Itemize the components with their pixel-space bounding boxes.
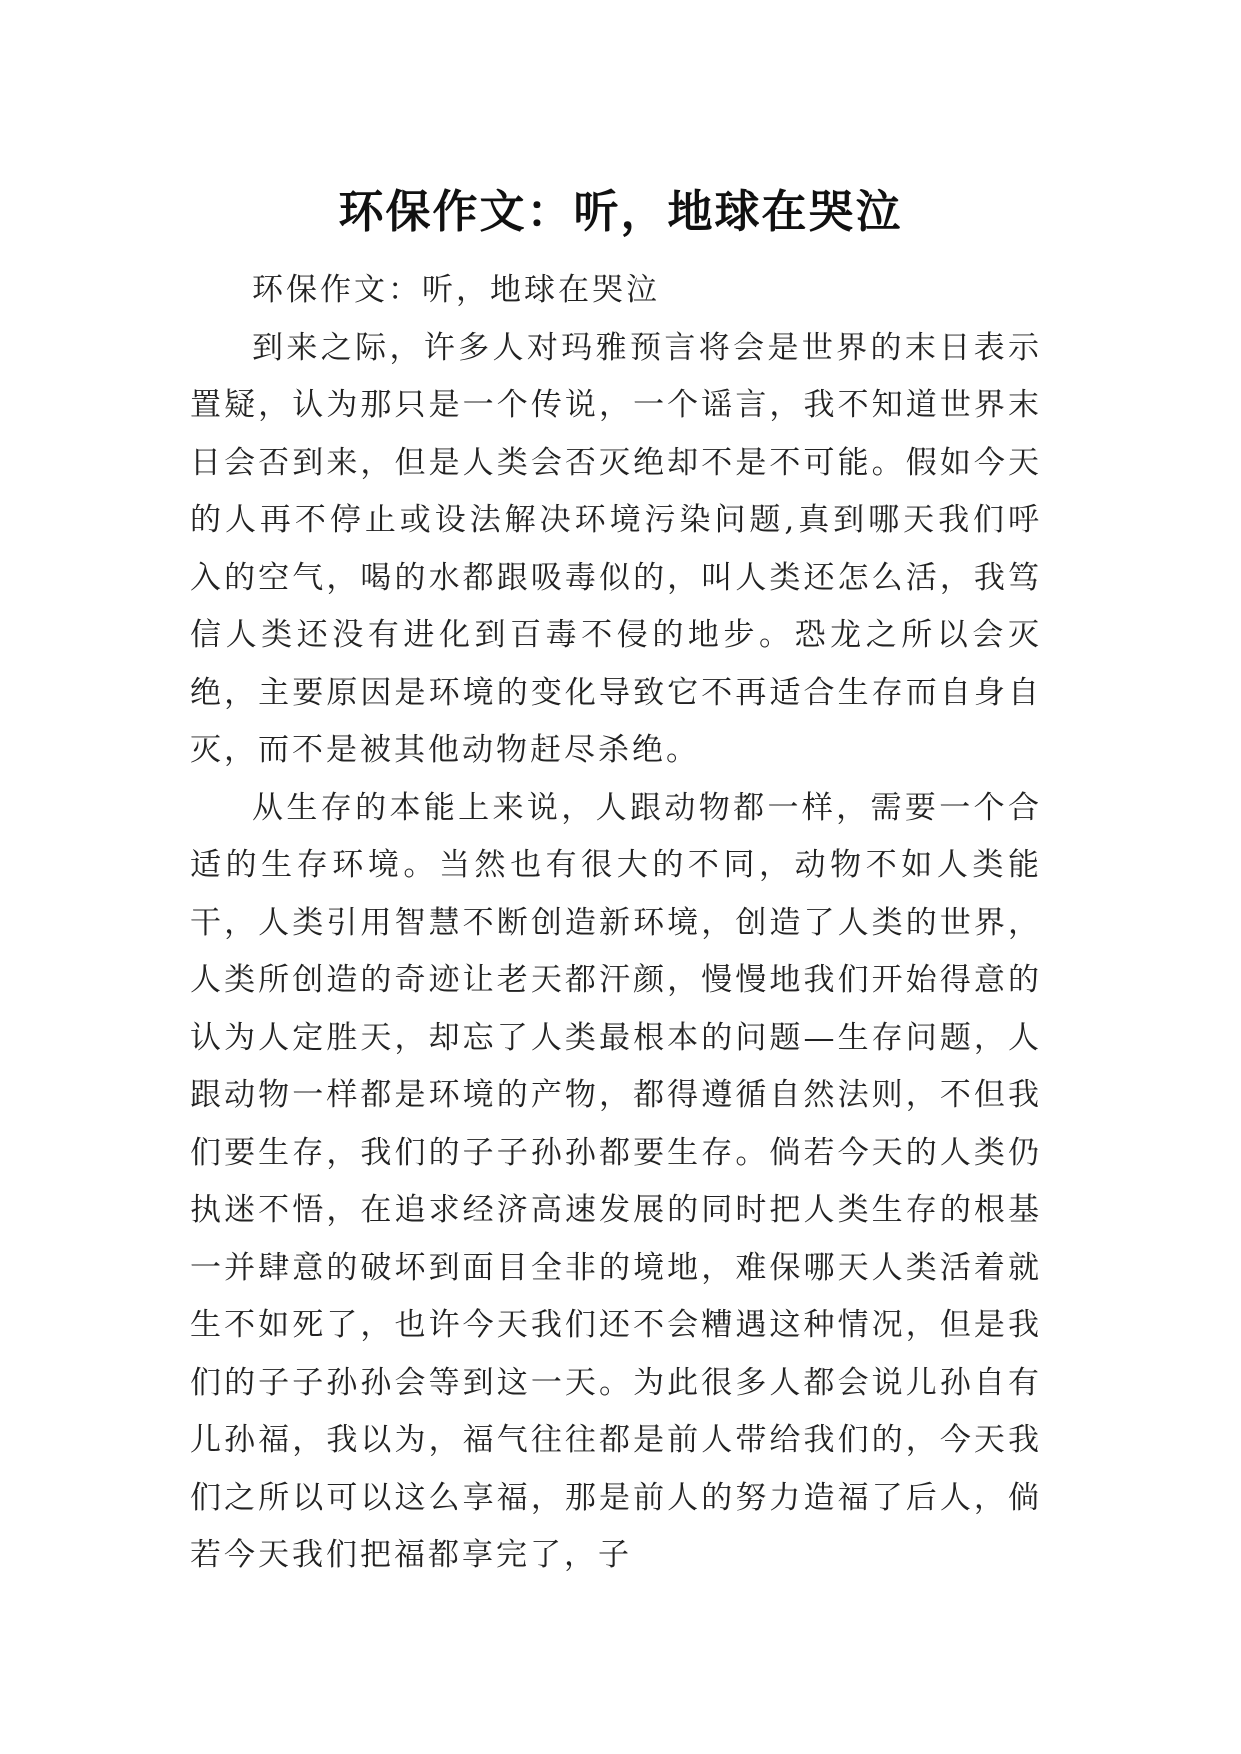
document-title: 环保作文：听，地球在哭泣: [338, 185, 903, 239]
paragraph-subtitle: 环保作文：听，地球在哭泣: [252, 272, 660, 308]
paragraph: 到来之际，许多人对玛雅预言将会是世界的末日表示置疑，认为那只是一个传说，一个谣言，我不知道世界末日会否到来，但是人类会否灭绝却不是不可能。假如今天的人再不停止或设法解决环境污染问题,真到哪天我们呼入的空气，喝的水都跟吸毒似的，叫人类还怎么活，我笃信人类还没有进化到百毒不侵的地步。恐龙之所以会灭绝，主要原因是环境的变化导致它不再适合生存而自身自灭，而不是被其他动物赶尽杀绝。: [190, 329, 1042, 768]
document-body: [190, 262, 1042, 1585]
paragraph: 从生存的本能上来说，人跟动物都一样，需要一个合适的生存环境。当然也有很大的不同，动物不如人类能干，人类引用智慧不断创造新环境，创造了人类的世界，人类所创造的奇迹让老天都汗颜，慢慢地我们开始得意的认为人定胜天，却忘了人类最根本的问题—生存问题，人跟动物一样都是环境的产物，都得遵循自然法则，不但我们要生存，我们的子子孙孙都要生存。倘若今天的人类仍执迷不悟，在追求经济高速发展的同时把人类生存的根基一并肆意的破坏到面目全非的境地，难保哪天人类活着就生不如死了，也许今天我们还不会糟遇这种情况，但是我们的子子孙孙会等到这一天。为此很多人都会说儿孙自有儿孙福，我以为，福气往往都是前人带给我们的，今天我们之所以可以这么享福，那是前人的努力造福了后人，倘若今天我们把福都享完了，子: [190, 789, 1042, 1573]
